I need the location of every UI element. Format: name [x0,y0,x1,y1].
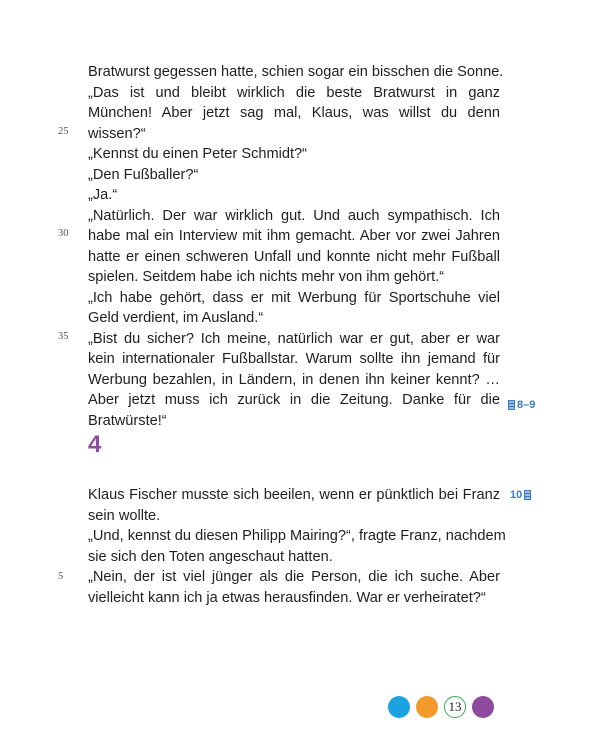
text-line: Bratwurst gegessen hatte, schien sogar ein bisschen die Sonne. [88,64,504,80]
audio-track-icon [508,400,515,410]
text-line: München! Aber jetzt sag mal, Klaus, was willst du denn [88,105,500,121]
text-line: sein wollte. [88,507,161,524]
text-line: „Ja.“ [88,187,118,203]
line-number: 5 [58,571,64,582]
page-footer [388,696,494,718]
story-text-chapter-4 [88,485,506,608]
text-line: kein internationaler Fußballstar. Warum sollte ihn jemand für [88,351,500,367]
text-line: Aber jetzt muss ich zurück in die Zeitung. Danke für die [88,392,500,408]
audio-track-number: 8–9 [517,399,536,411]
text-line: „Natürlich. Der war wirklich gut. Und auch sympathisch. Ich [88,207,500,224]
blue-dot [388,696,410,718]
line-number: 25 [58,126,69,137]
purple-dot [472,696,494,718]
text-line: habe mal ein Interview mit ihm gemacht. Aber vor zwei Jahren [88,228,500,244]
text-line: Bratwürste!“ [88,412,167,429]
text-line: sie sich den Toten angeschaut hatten. [88,548,333,565]
audio-track-number: 10 [510,489,523,501]
orange-dot [416,696,438,718]
audio-track-icon [524,490,531,500]
text-line: spielen. Seitdem habe ich nichts mehr von ihm gehört.“ [88,269,445,285]
text-line: „Kennst du einen Peter Schmidt?“ [88,146,308,162]
text-line: wissen?“ [88,125,146,142]
chapter-number: 4 [88,431,102,458]
text-line: hatte er einen schweren Unfall und konnte nicht mehr Fußball [88,248,500,265]
text-line: vielleicht kann ich ja etwas herausfinden. War er verheiratet?“ [88,589,486,606]
text-line: „Nein, der ist viel jünger als die Person, die ich suche. Aber [88,569,500,585]
text-line: Werbung bezahlen, in Ländern, in denen ihn keiner kennt? … [88,371,500,388]
line-number: 30 [58,228,69,239]
audio-track-marker[interactable] [510,489,531,501]
text-line: „Ich habe gehört, dass er mit Werbung für Sportschuhe viel [88,289,500,306]
text-line: „Bist du sicher? Ich meine, natürlich war er gut, aber er war [88,330,500,347]
text-line: „Und, kennst du diesen Philipp Mairing?“, fragte Franz, nachdem [88,528,506,544]
text-line: „Den Fußballer?“ [88,166,199,183]
text-line: „Das ist und bleibt wirklich die beste Bratwurst in ganz [88,84,500,101]
page-number: 13 [444,696,466,718]
story-text-section-1 [88,62,504,431]
text-line: Klaus Fischer musste sich beeilen, wenn er pünktlich bei Franz [88,487,500,503]
line-number: 35 [58,331,69,342]
text-line: Geld verdient, im Ausland.“ [88,310,264,326]
audio-track-marker[interactable] [508,399,535,411]
